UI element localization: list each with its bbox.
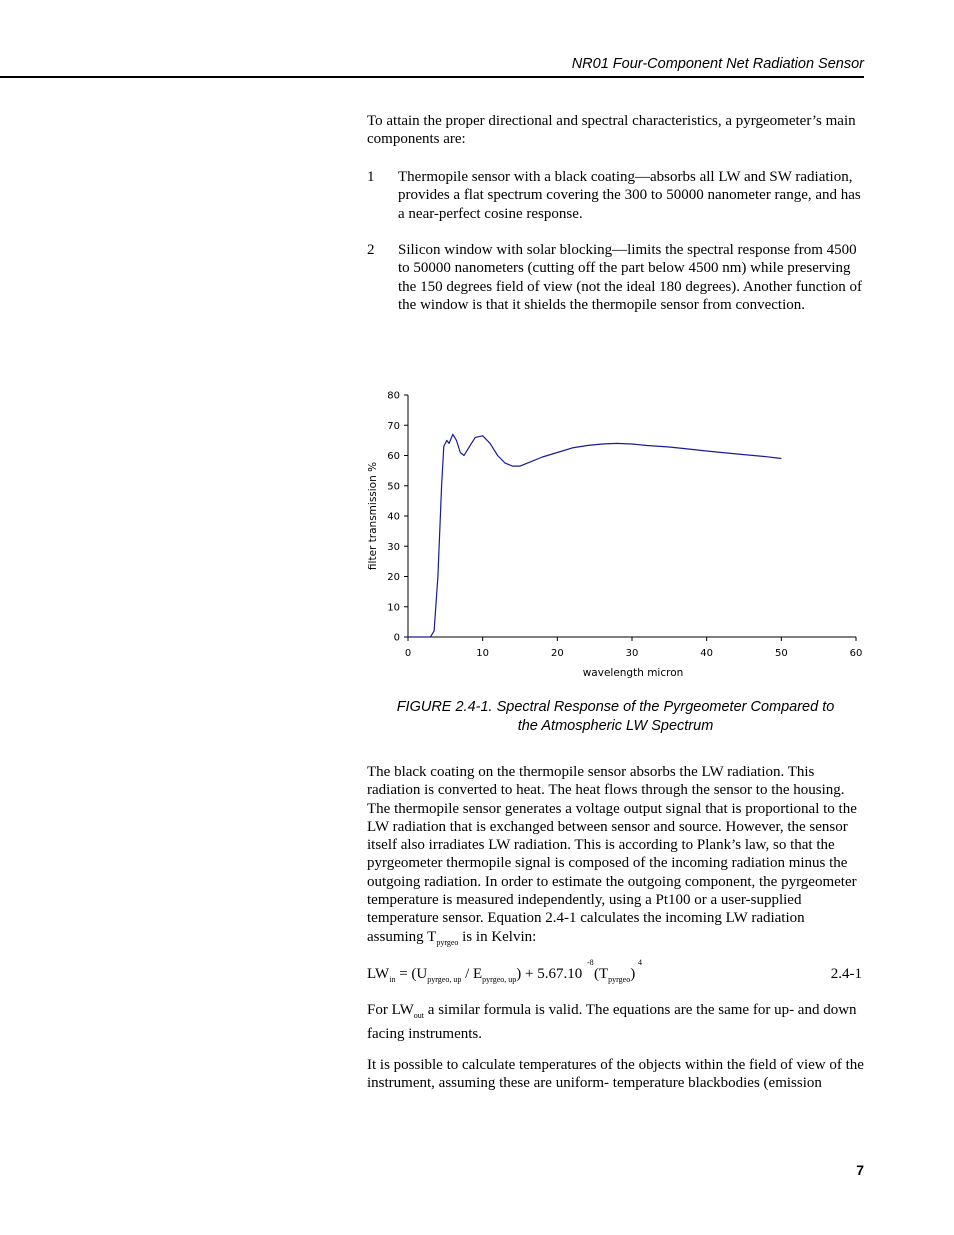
chart-plot-area bbox=[408, 434, 781, 637]
y-tick-label: 70 bbox=[387, 420, 400, 432]
y-tick-label: 30 bbox=[387, 541, 400, 553]
intro-paragraph: To attain the proper directional and spectral characteristics, a pyrgeometer’s main components are: bbox=[367, 113, 856, 148]
lw-out-text-a: For LW bbox=[367, 1002, 414, 1018]
header-title: NR01 Four-Component Net Radiation Sensor bbox=[571, 56, 864, 72]
thermopile-paragraph bbox=[367, 763, 864, 952]
figure-caption-line-2: the Atmospheric LW Spectrum bbox=[517, 717, 714, 734]
x-tick-label: 60 bbox=[849, 648, 863, 659]
eq-lw: LW bbox=[367, 966, 390, 982]
eq-e-sub: pyrgeo, up bbox=[482, 975, 517, 984]
eq-part-2: / E bbox=[461, 966, 483, 982]
page-number: 7 bbox=[856, 1162, 864, 1178]
x-tick-label: 50 bbox=[774, 648, 788, 659]
eq-part-1: = (U bbox=[395, 966, 428, 982]
equation-2-4-1 bbox=[367, 958, 864, 986]
y-tick-label: 50 bbox=[387, 481, 400, 493]
figure-caption-line-1: FIGURE 2.4-1. Spectral Response of the Pyrgeometer Compared to bbox=[396, 699, 835, 715]
component-number: 2 bbox=[367, 242, 375, 258]
thermopile-paragraph-text: The black coating on the thermopile sensor absorbs the LW radiation. This radiation is converted to heat. The heat flows through the sensor to the housing. The thermopile sensor generates a voltage output signal that is proportional to the LW radiation that is exchanged between sensor and source. However, the sensor itself also irradiates LW radiation. This is according to Plank’s law, so that the pyrgeometer thermopile signal is composed of the incoming radiation minus the outgoing radiation. In order to estimate the outgoing component, the pyrgeometer temperature is measured independently, using a Pt100 or a user-supplied temperature sensor. Equation 2.4-1 calculates the incoming LW radiation assuming T bbox=[367, 764, 857, 945]
eq-part-5: ) bbox=[630, 966, 636, 982]
eq-part-4: (T bbox=[590, 966, 609, 982]
temperature-paragraph: It is possible to calculate temperatures of the objects within the field of view of the instrument, assuming these are uniform- temperature blackbodies (emission bbox=[367, 1057, 864, 1092]
chart-axes bbox=[387, 391, 862, 660]
eq-lw-sub: in bbox=[389, 975, 396, 984]
x-tick-label: 10 bbox=[476, 648, 490, 659]
eq-t-sub: pyrgeo bbox=[608, 975, 631, 984]
y-tick-label: 80 bbox=[387, 390, 400, 402]
figure-caption bbox=[367, 698, 864, 735]
component-number: 1 bbox=[367, 169, 375, 185]
y-tick-label: 40 bbox=[387, 511, 400, 523]
x-tick-label: 30 bbox=[625, 648, 639, 659]
equation-number: 2.4-1 bbox=[830, 966, 862, 982]
x-axis-label: wavelength micron bbox=[582, 667, 684, 679]
eq-exponent-2: 4 bbox=[638, 958, 642, 967]
eq-exponent-1: -8 bbox=[587, 958, 594, 967]
lw-out-subscript: out bbox=[413, 1011, 425, 1020]
y-tick-label: 10 bbox=[387, 602, 400, 614]
x-tick-label: 20 bbox=[550, 648, 564, 659]
page-header bbox=[0, 52, 864, 78]
temperature-subscript: pyrgeo bbox=[436, 937, 459, 947]
spectral-response-chart bbox=[360, 385, 870, 685]
thermopile-paragraph-end: is in Kelvin: bbox=[458, 928, 537, 945]
lw-out-paragraph bbox=[367, 1001, 864, 1044]
transmission-line bbox=[408, 434, 781, 637]
y-tick-label: 20 bbox=[387, 572, 400, 583]
eq-u-sub: pyrgeo, up bbox=[427, 975, 462, 984]
eq-part-3: ) + 5.67.10 bbox=[516, 966, 583, 982]
x-tick-label: 40 bbox=[700, 648, 714, 659]
x-tick-label: 0 bbox=[404, 648, 412, 659]
y-tick-label: 0 bbox=[393, 632, 400, 644]
component-text: Thermopile sensor with a black coating—absorbs all LW and SW radiation, provides a flat spectrum covering the 300 to 50000 nanometer range, and has a near-perfect cosine response. bbox=[398, 169, 861, 222]
component-text: Silicon window with solar blocking—limits the spectral response from 4500 to 50000 nanometers (cutting off the part below 4500 nm) while preserving the 150 degrees field of view (not the ideal 180 degrees). Another function of the window is that it shields the thermopile sensor from convection. bbox=[398, 242, 863, 313]
y-axis-label: filter transmission % bbox=[367, 461, 379, 571]
y-tick-label: 60 bbox=[387, 451, 400, 462]
lw-out-text-b: a similar formula is valid. The equations are the same for up- and down facing instruments. bbox=[367, 1002, 857, 1043]
